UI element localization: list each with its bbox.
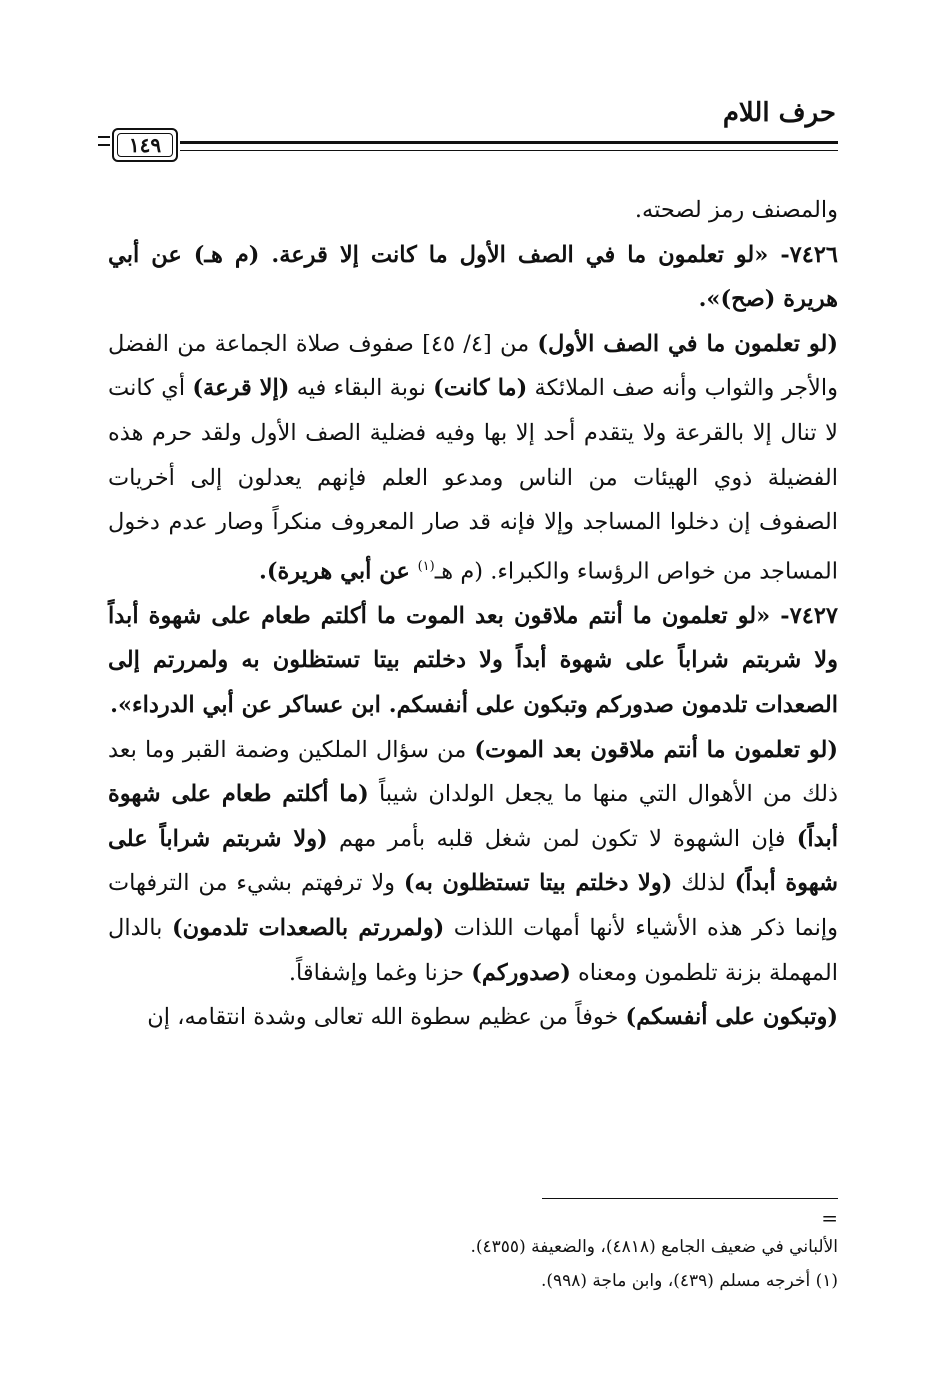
- source-ref: (م هـ: [434, 558, 484, 585]
- commentary-text: أي كانت لا تنال إلا بالقرعة ولا يتقدم أحد إلا بها وفيه فضلية الصف الأول ولقد حرم هذه الفضيلة ذوي الهيئات من الناس ومدعو العلم فإنهم يعدلون إلى أخريات الصفوف إن دخلوا المساجد وإلا فإنه قد صار المعروف منكراً وصار عدم دخول المساجد من خواص الرؤساء والكبراء.: [108, 375, 838, 585]
- footnote-ref: (١): [417, 558, 435, 574]
- commentary-text: حزنا وغما وإشفاقاً.: [288, 959, 472, 986]
- commentary-7427: [108, 728, 838, 996]
- commentary-continued: [108, 995, 838, 1040]
- commentary-text: من [٤/ ٤٥] صفوف صلاة الجماعة من الفضل والأجر والثواب وأنه صف الملائكة: [108, 330, 838, 402]
- quoted-phrase: (وتبكون على أنفسكم): [625, 1004, 838, 1031]
- commentary-text: من سؤال الملكين وضمة القبر وما بعد ذلك من الأهوال التي منها ما يجعل الولدان شيباً: [108, 736, 838, 808]
- commentary-text: بالدال المهملة بزنة تلطمون ومعناه: [108, 915, 838, 986]
- header-rule: [180, 141, 838, 151]
- quoted-phrase: (لو تعلمون ما أنتم ملاقون بعد الموت): [474, 736, 838, 763]
- hadith-7427: ٧٤٢٧- «لو تعلمون ما أنتم ملاقون بعد الموت ما أكلتم طعام على شهوة أبداً ولا شربتم شراباً على شهوة أبداً ولا دخلتم بيتا تستظلون به ولمررتم إلى الصعدات تلدمون صدوركم وتبكون على أنفسكم. ابن عساكر عن أبي الدرداء».: [108, 602, 838, 719]
- main-text: [108, 188, 838, 1040]
- quoted-phrase: (ما كانت): [433, 375, 528, 402]
- source-ref-bold: عن أبي هريرة).: [259, 558, 418, 585]
- commentary-text: فإن الشهوة لا تكون لمن شغل قلبه بأمر مهم: [327, 825, 797, 852]
- footnote-continued: الألباني في ضعيف الجامع (٤٨١٨)، والضعيفة (٤٣٥٥).: [470, 1237, 838, 1257]
- quoted-phrase: (ولا دخلتم بيتا تستظلون به): [403, 870, 673, 897]
- commentary-text: ولا ترفهتم بشيء من الترفهات وإنما ذكر هذه الأشياء لأنها أمهات اللذات: [108, 870, 838, 941]
- page-number: ١٤٩: [117, 133, 173, 157]
- quoted-phrase: (إلا قرعة): [192, 375, 290, 402]
- footnote-1: (١) أخرجه مسلم (٤٣٩)، وابن ماجة (٩٩٨).: [540, 1271, 838, 1291]
- commentary-text: خوفاً من عظيم سطوة الله تعالى وشدة انتقامه، إن: [147, 1004, 626, 1031]
- footnote-separator: [542, 1198, 838, 1199]
- hadith-7426: ٧٤٢٦- «لو تعلمون ما في الصف الأول ما كانت إلا قرعة. (م هـ) عن أبي هريرة (صح)».: [108, 241, 838, 313]
- commentary-7426: [108, 322, 838, 594]
- footnote-continuation-mark: =: [821, 1206, 838, 1230]
- quoted-phrase: (ولا شربتم شراباً على شهوة أبداً): [108, 825, 838, 897]
- commentary-text: لذلك: [672, 870, 735, 897]
- quoted-phrase: (صدوركم): [471, 959, 571, 986]
- footnotes: [108, 1230, 838, 1298]
- chapter-title: حرف اللام: [722, 98, 836, 128]
- page-number-frame: [112, 128, 178, 162]
- quoted-phrase: (ولمررتم بالصعدات تلدمون): [171, 915, 445, 941]
- quoted-phrase: (لو تعلمون ما في الصف الأول): [537, 330, 839, 357]
- page-number-ornament: [98, 136, 110, 146]
- quoted-phrase: (ما أكلتم طعام على شهوة أبداً): [108, 781, 838, 852]
- commentary-text: نوبة البقاء فيه: [289, 375, 434, 402]
- paragraph-1: والمصنف رمز لصحته.: [634, 197, 838, 223]
